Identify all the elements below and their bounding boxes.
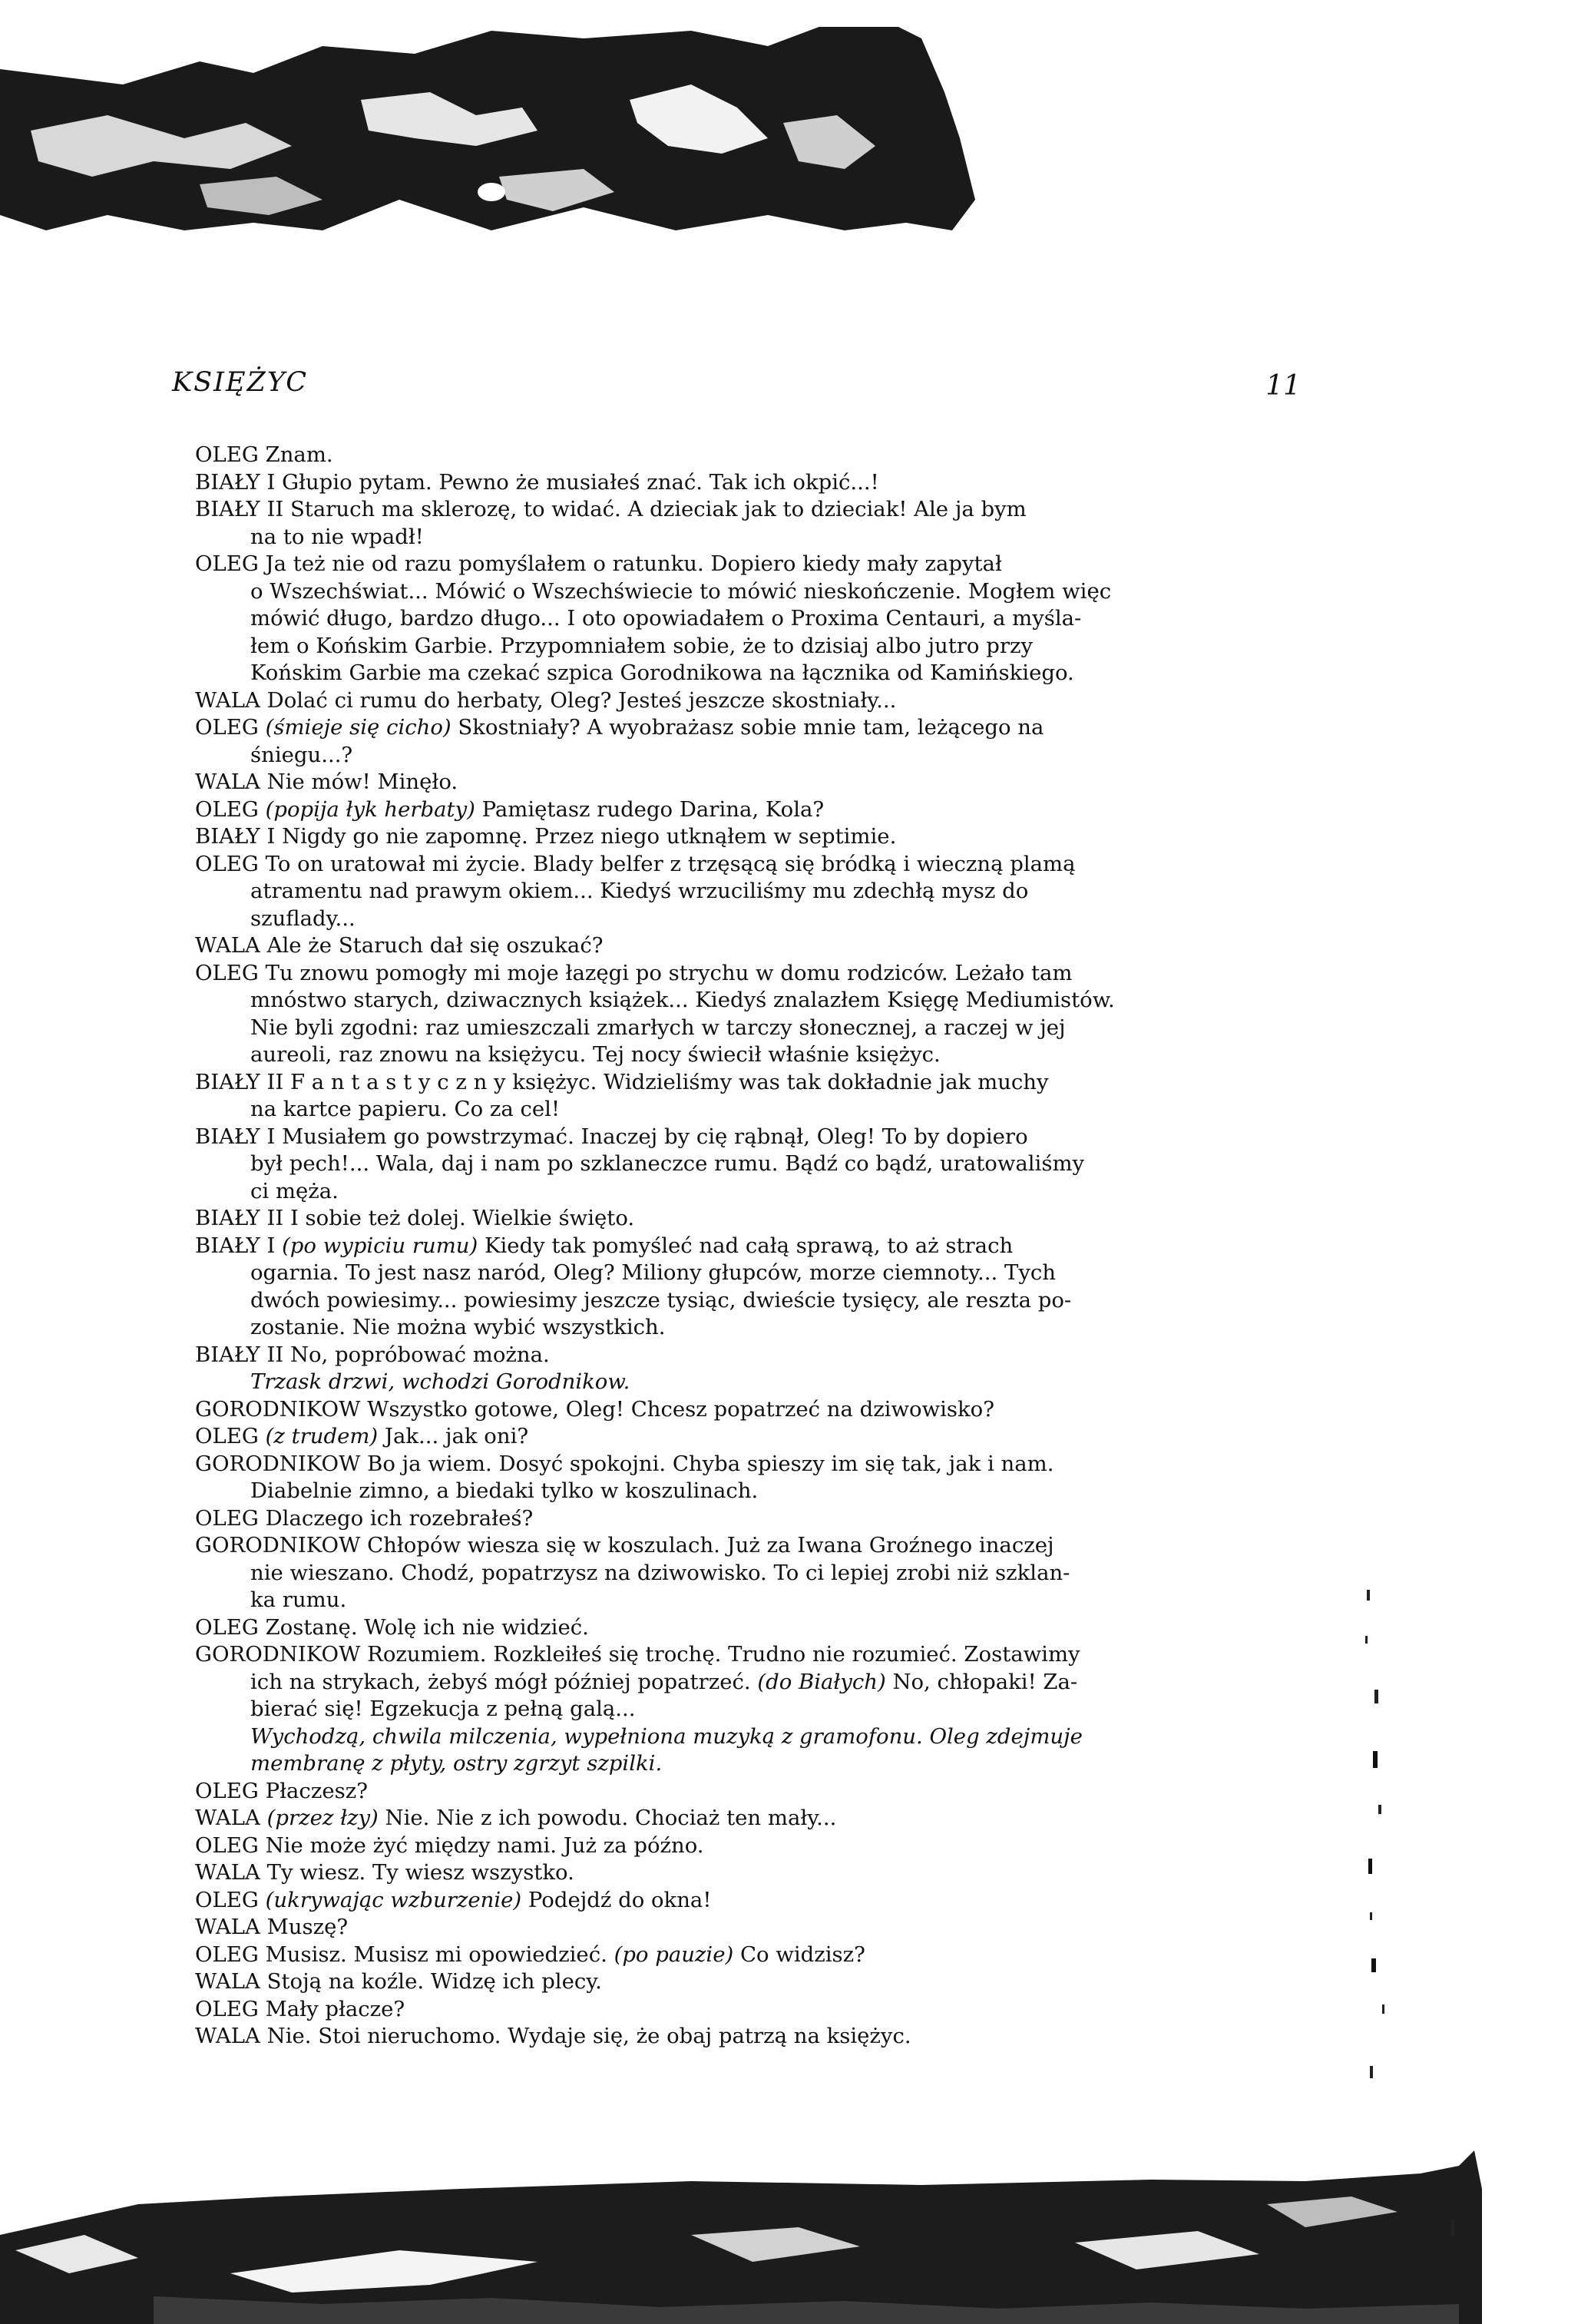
scan-edge-specks (1351, 1574, 1490, 2266)
line-text: Bo ja wiem. Dosyć spokojni. Chyba spieszy im się tak, jak i nam. (367, 1451, 1054, 1476)
line-text: mnóstwo starych, dziwacznych książek... Kiedyś znalazłem Księgę Mediumistów. (250, 988, 1115, 1012)
dialogue-line (195, 1914, 1316, 1942)
line-text: To on uratował mi życie. Blady belfer z trzęsącą się bródką i wieczną plamą (265, 851, 1076, 876)
speaker-name: OLEG (195, 1887, 259, 1912)
inline-stage-direction: (do Białych) (757, 1669, 886, 1694)
dialogue-line (195, 1942, 1316, 1969)
inline-stage-direction: (z trudem) (265, 1424, 379, 1448)
speaker-name: BIAŁY I (195, 1124, 276, 1149)
line-text: Trzask drzwi, wchodzi Gorodnikow. (250, 1369, 630, 1394)
continuation-line (195, 633, 1316, 660)
line-text: bierać się! Egzekucja z pełną galą... (250, 1697, 636, 1721)
speaker-name: GORODNIKOW (195, 1642, 361, 1667)
line-text: Nie mów! Minęło. (266, 770, 458, 794)
dialogue-line (195, 769, 1316, 796)
inline-stage-direction: (śmieje się cicho) (265, 715, 452, 740)
page-number: 11 (1265, 370, 1301, 402)
speaker-name: OLEG (195, 442, 259, 467)
line-text: dwóch powiesimy... powiesimy jeszcze tysiąc, dwieście tysięcy, ale reszta po- (250, 1287, 1072, 1313)
line-text: Mały płacze? (265, 1996, 405, 2021)
dialogue-line (195, 1805, 1316, 1832)
speaker-name: OLEG (195, 1996, 259, 2021)
line-text: Nie. Nie z ich powodu. Chociaż ten mały... (385, 1806, 837, 1830)
speaker-name: WALA (195, 1969, 260, 1994)
line-text: Dlaczego ich rozebrałeś? (265, 1505, 534, 1531)
line-text: F a n t a s t y c z n y księżyc. Widzieliśmy was tak dokładnie jak muchy (289, 1069, 1049, 1094)
speaker-name: OLEG (195, 1832, 259, 1858)
stage-direction-line (195, 1369, 1316, 1396)
speaker-name: OLEG (195, 1424, 259, 1448)
dialogue-line (195, 1124, 1316, 1151)
line-text: No, chłopaki! Za- (892, 1669, 1078, 1694)
dialogue-line (195, 1505, 1316, 1533)
speaker-name: WALA (195, 2024, 260, 2048)
dialogue-line (195, 1832, 1316, 1860)
line-text: Pamiętasz rudego Darina, Kola? (481, 796, 825, 822)
speaker-name: WALA (195, 1806, 260, 1830)
dialogue-line (195, 1778, 1316, 1806)
dialogue-line (195, 1614, 1316, 1642)
continuation-line (195, 1587, 1316, 1614)
speaker-name: WALA (195, 1915, 260, 1939)
speaker-name: BIAŁY II (195, 1206, 284, 1230)
dialogue-line (195, 1342, 1316, 1369)
speaker-name: WALA (195, 687, 260, 713)
dialogue-line (195, 1996, 1316, 2024)
speaker-name: WALA (195, 1860, 260, 1885)
line-text: śniegu...? (250, 742, 353, 767)
speaker-name: GORODNIKOW (195, 1451, 361, 1476)
speaker-name: BIAŁY II (195, 1069, 284, 1094)
scanned-photo-fragment-top (0, 0, 998, 253)
dialogue-line (195, 1859, 1316, 1887)
speaker-name: BIAŁY II (195, 1342, 284, 1367)
line-text: na kartce papieru. Co za cel! (250, 1097, 561, 1121)
stage-direction-line (195, 1723, 1316, 1751)
continuation-line (195, 905, 1316, 933)
line-text: ich na strykach, żebyś mógł później popatrzeć. (250, 1669, 751, 1694)
line-text: Jak... jak oni? (384, 1424, 529, 1448)
speaker-name: OLEG (195, 960, 259, 985)
speaker-name: OLEG (195, 715, 259, 740)
continuation-line (195, 1669, 1316, 1697)
play-text (195, 442, 1316, 2051)
speaker-name: OLEG (195, 1614, 259, 1640)
continuation-line (195, 1260, 1316, 1287)
speaker-name: WALA (195, 933, 260, 958)
line-text: był pech!... Wala, daj i nam po szklaneczce rumu. Bądź co bądź, uratowaliśmy (250, 1151, 1085, 1176)
line-text: łem o Końskim Garbie. Przypomniałem sobie, że to dzisiaj albo jutro przy (250, 633, 1033, 658)
line-text: Ty wiesz. Ty wiesz wszystko. (266, 1860, 574, 1885)
inline-stage-direction: (po pauzie) (614, 1942, 734, 1967)
speaker-name: GORODNIKOW (195, 1533, 361, 1558)
dialogue-line (195, 469, 1316, 497)
dialogue-line (195, 1641, 1316, 1669)
line-text: Głupio pytam. Pewno że musiałeś znać. Tak ich okpić...! (282, 469, 879, 495)
line-text: Chłopów wiesza się w koszulach. Już za Iwana Groźnego inaczej (367, 1533, 1054, 1558)
line-text: zostanie. Nie można wybić wszystkich. (250, 1315, 666, 1339)
continuation-line (195, 878, 1316, 905)
dialogue-line (195, 960, 1316, 988)
speaker-name: OLEG (195, 551, 259, 576)
dialogue-line (195, 851, 1316, 879)
speaker-name: OLEG (195, 1505, 259, 1531)
dialogue-line (195, 1205, 1316, 1233)
line-text: Ja też nie od razu pomyślałem o ratunku. Dopiero kiedy mały zapytał (265, 551, 1002, 576)
continuation-line (195, 1478, 1316, 1505)
dialogue-line (195, 714, 1316, 742)
line-text: aureoli, raz znowu na księżycu. Tej nocy świecił właśnie księżyc. (250, 1042, 941, 1067)
continuation-line (195, 1150, 1316, 1178)
continuation-line (195, 660, 1316, 687)
dialogue-line (195, 551, 1316, 578)
dialogue-line (195, 823, 1316, 851)
dialogue-line (195, 496, 1316, 524)
line-text: Rozumiem. Rozkleiłeś się trochę. Trudno nie rozumieć. Zostawimy (367, 1642, 1080, 1667)
line-text: Końskim Garbie ma czekać szpica Gorodnikowa na łącznika od Kamińskiego. (250, 660, 1074, 685)
dialogue-line (195, 2023, 1316, 2051)
line-text: Co widzisz? (739, 1942, 865, 1967)
line-text: Znam. (265, 442, 333, 467)
line-text: Płaczesz? (265, 1778, 368, 1803)
continuation-line (195, 578, 1316, 606)
continuation-line (195, 1287, 1316, 1315)
dialogue-line (195, 932, 1316, 960)
line-text: Nigdy go nie zapomnę. Przez niego utknąłem w septimie. (282, 824, 897, 849)
dialogue-line (195, 1968, 1316, 1996)
dialogue-line (195, 1423, 1316, 1451)
stage-direction-line (195, 1750, 1316, 1778)
line-text: Diabelnie zimno, a biedaki tylko w koszulinach. (250, 1478, 759, 1503)
continuation-line (195, 1041, 1316, 1069)
line-text: szuflady... (250, 905, 356, 931)
speaker-name: BIAŁY I (195, 1233, 276, 1258)
inline-stage-direction: (ukrywając wzburzenie) (265, 1887, 522, 1912)
line-text: o Wszechświat... Mówić o Wszechświecie to mówić nieskończenie. Mogłem więc (250, 578, 1112, 604)
continuation-line (195, 1560, 1316, 1587)
line-text: Kiedy tak pomyśleć nad całą sprawą, to aż strach (484, 1233, 1014, 1258)
continuation-line (195, 1096, 1316, 1124)
line-text: Nie. Stoi nieruchomo. Wydaje się, że obaj patrzą na księżyc. (266, 2024, 911, 2048)
speaker-name: OLEG (195, 796, 259, 822)
line-text: ci męża. (250, 1178, 339, 1203)
page-header (172, 367, 1301, 413)
speaker-name: GORODNIKOW (195, 1396, 361, 1422)
speaker-name: OLEG (195, 1942, 259, 1967)
line-text: atramentu nad prawym okiem... Kiedyś wrzuciliśmy mu zdechłą mysz do (250, 879, 1029, 903)
speaker-name: WALA (195, 770, 260, 794)
dialogue-line (195, 1233, 1316, 1260)
dialogue-line (195, 1396, 1316, 1424)
line-text: Stoją na koźle. Widzę ich plecy. (266, 1969, 602, 1994)
line-text: Musiałem go powstrzymać. Inaczej by cię rąbnął, Oleg! To by dopiero (282, 1124, 1028, 1149)
dialogue-line (195, 1887, 1316, 1915)
continuation-line (195, 524, 1316, 551)
continuation-line (195, 1696, 1316, 1723)
dialogue-line (195, 687, 1316, 715)
line-text: nie wieszano. Chodź, popatrzysz na dziwowisko. To ci lepiej zrobi niż szklan- (250, 1560, 1070, 1585)
line-text: mówić długo, bardzo długo... I oto opowiadałem o Proxima Centauri, a myśla- (250, 606, 1082, 631)
inline-stage-direction: (popija łyk herbaty) (265, 796, 475, 822)
inline-stage-direction: (przez łzy) (266, 1806, 379, 1830)
line-text: Tu znowu pomogły mi moje łazęgi po strychu w domu rodziców. Leżało tam (265, 960, 1073, 985)
line-text: ogarnia. To jest nasz naród, Oleg? Miliony głupców, morze ciemnoty... Tych (250, 1260, 1056, 1285)
continuation-line (195, 605, 1316, 633)
speaker-name: BIAŁY II (195, 497, 284, 521)
line-text: Muszę? (266, 1915, 349, 1939)
line-text: ka rumu. (250, 1587, 347, 1612)
line-text: Wychodzą, chwila milczenia, wypełniona muzyką z gramofonu. Oleg zdejmuje (250, 1723, 1083, 1749)
line-text: na to nie wpadł! (250, 524, 424, 549)
dialogue-line (195, 796, 1316, 824)
line-text: Musisz. Musisz mi opowiedzieć. (265, 1942, 607, 1967)
line-text: Zostanę. Wolę ich nie widzieć. (265, 1614, 589, 1640)
dialogue-line (195, 442, 1316, 469)
dialogue-line (195, 1532, 1316, 1560)
line-text: Skostniały? A wyobrażasz sobie mnie tam, leżącego na (458, 715, 1044, 740)
line-text: I sobie też dolej. Wielkie święto. (289, 1206, 635, 1230)
line-text: Ale że Staruch dał się oszukać? (266, 933, 604, 958)
line-text: Podejdź do okna! (528, 1887, 712, 1912)
line-text: Nie byli zgodni: raz umieszczali zmarłych w tarczy słonecznej, a raczej w jej (250, 1015, 1066, 1040)
line-text: Nie może żyć między nami. Już za późno. (265, 1832, 704, 1858)
line-text: Wszystko gotowe, Oleg! Chcesz popatrzeć na dziwowisko? (367, 1396, 994, 1422)
speaker-name: BIAŁY I (195, 824, 276, 849)
speaker-name: OLEG (195, 851, 259, 876)
line-text: membranę z płyty, ostry zgrzyt szpilki. (250, 1751, 663, 1776)
continuation-line (195, 1178, 1316, 1206)
line-text: Dolać ci rumu do herbaty, Oleg? Jesteś jeszcze skostniały... (266, 687, 897, 713)
dialogue-line (195, 1451, 1316, 1478)
running-title: KSIĘŻYC (172, 367, 309, 398)
continuation-line (195, 987, 1316, 1015)
continuation-line (195, 1015, 1316, 1042)
continuation-line (195, 1314, 1316, 1342)
inline-stage-direction: (po wypiciu rumu) (282, 1233, 478, 1258)
dialogue-line (195, 1069, 1316, 1097)
line-text: No, popróbować można. (289, 1342, 550, 1367)
speaker-name: OLEG (195, 1778, 259, 1803)
continuation-line (195, 742, 1316, 770)
speaker-name: BIAŁY I (195, 469, 276, 495)
line-text: Staruch ma sklerozę, to widać. A dzieciak jak to dzieciak! Ale ja bym (289, 497, 1027, 521)
